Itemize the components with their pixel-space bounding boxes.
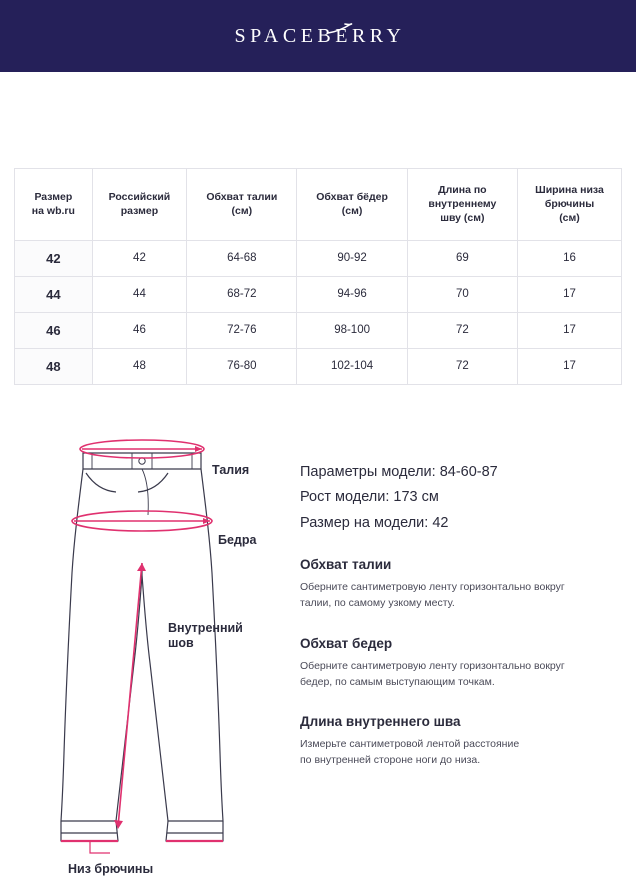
header-line: Обхват бёдер [316,191,388,204]
model-info-column [300,463,622,769]
howto-hips-title: Обхват бедер [300,635,393,651]
page-header [0,0,636,72]
label-inseam-line2: шов [168,635,194,650]
cell-leg-opening: 17 [518,276,622,312]
header-line: Обхват талии [206,191,278,204]
model-height: Рост модели: 173 см [300,489,439,506]
swoosh-icon [327,22,353,40]
cell-inseam: 69 [407,240,517,276]
header-line: Ширина низа [535,184,604,196]
header-line: шву (см) [440,212,485,225]
cell-hips: 98-100 [297,312,407,348]
header-line: (см) [559,212,580,225]
howto-line: бедер, по самым выступающим точкам. [300,675,495,688]
howto-inseam-text [300,736,622,769]
howto-hips [300,636,622,691]
howto-line: талии, по самому узкому месту. [300,597,455,610]
header-line: внутреннему [428,198,497,211]
header-line: (см) [341,205,363,218]
inseam-measure-line [114,563,146,829]
cell-leg-opening: 16 [518,240,622,276]
cell-wb-size: 48 [15,348,93,384]
header-line: брючины [544,198,595,211]
howto-line: Измерьте сантиметровой лентой расстояние [300,738,520,751]
hips-measure-line [72,511,212,531]
label-inseam-line1: Внутренний [168,620,243,635]
table-row [15,276,622,312]
cell-ru-size: 46 [92,312,187,348]
howto-line: по внутренней стороне ноги до низа. [300,754,481,767]
cell-waist: 72-76 [187,312,297,348]
column-header-inseam [407,169,517,241]
cell-ru-size: 42 [92,240,187,276]
header-line: Размер [34,191,73,204]
header-line: размер [120,205,159,218]
cell-inseam: 72 [407,312,517,348]
column-header-wb-size [15,169,93,241]
howto-inseam [300,714,622,769]
column-header-ru-size [92,169,187,241]
cell-wb-size: 46 [15,312,93,348]
howto-inseam-title: Длина внутреннего шва [300,714,461,730]
trousers-diagram [20,423,302,883]
howto-hips-text [300,658,622,691]
trousers-illustration [20,423,302,883]
table-row [15,312,622,348]
cell-inseam: 72 [407,348,517,384]
cell-ru-size: 44 [92,276,187,312]
label-leg-opening: Низ брючины [68,861,154,876]
cell-inseam: 70 [407,276,517,312]
table-header-row [15,169,622,241]
header-line: (см) [231,205,253,218]
size-table [14,168,622,385]
size-table-container [14,168,622,385]
header-line: Российский [108,191,171,204]
cell-hips: 102-104 [297,348,407,384]
table-row [15,348,622,384]
brand-title: SPACEBERRY [234,24,406,47]
header-line: на wb.ru [31,205,75,218]
table-row [15,240,622,276]
label-hips: Бедра [218,532,257,547]
cell-wb-size: 44 [15,276,93,312]
size-table-head [15,169,622,241]
column-header-leg-opening [518,169,622,241]
column-header-hips [297,169,407,241]
cell-leg-opening: 17 [518,348,622,384]
howto-line: Оберните сантиметровую ленту горизонтально вокруг [300,581,565,594]
cell-leg-opening: 17 [518,312,622,348]
waist-measure-line [80,440,204,458]
howto-waist-title: Обхват талии [300,557,392,573]
cell-ru-size: 48 [92,348,187,384]
cell-waist: 76-80 [187,348,297,384]
column-header-waist [187,169,297,241]
cell-hips: 94-96 [297,276,407,312]
model-size: Размер на модели: 42 [300,515,449,532]
measurement-guide-section [0,423,636,893]
cell-hips: 90-92 [297,240,407,276]
howto-line: Оберните сантиметровую ленту горизонтально вокруг [300,659,565,672]
cell-wb-size: 42 [15,240,93,276]
cell-waist: 64-68 [187,240,297,276]
label-waist: Талия [212,462,250,477]
model-parameters: Параметры модели: 84-60-87 [300,463,498,480]
howto-waist [300,557,622,612]
header-line: Длина по [438,184,487,196]
cell-waist: 68-72 [187,276,297,312]
leg-opening-measure-line [61,841,223,853]
size-table-body [15,240,622,384]
label-inseam [168,621,264,651]
howto-waist-text [300,579,622,612]
